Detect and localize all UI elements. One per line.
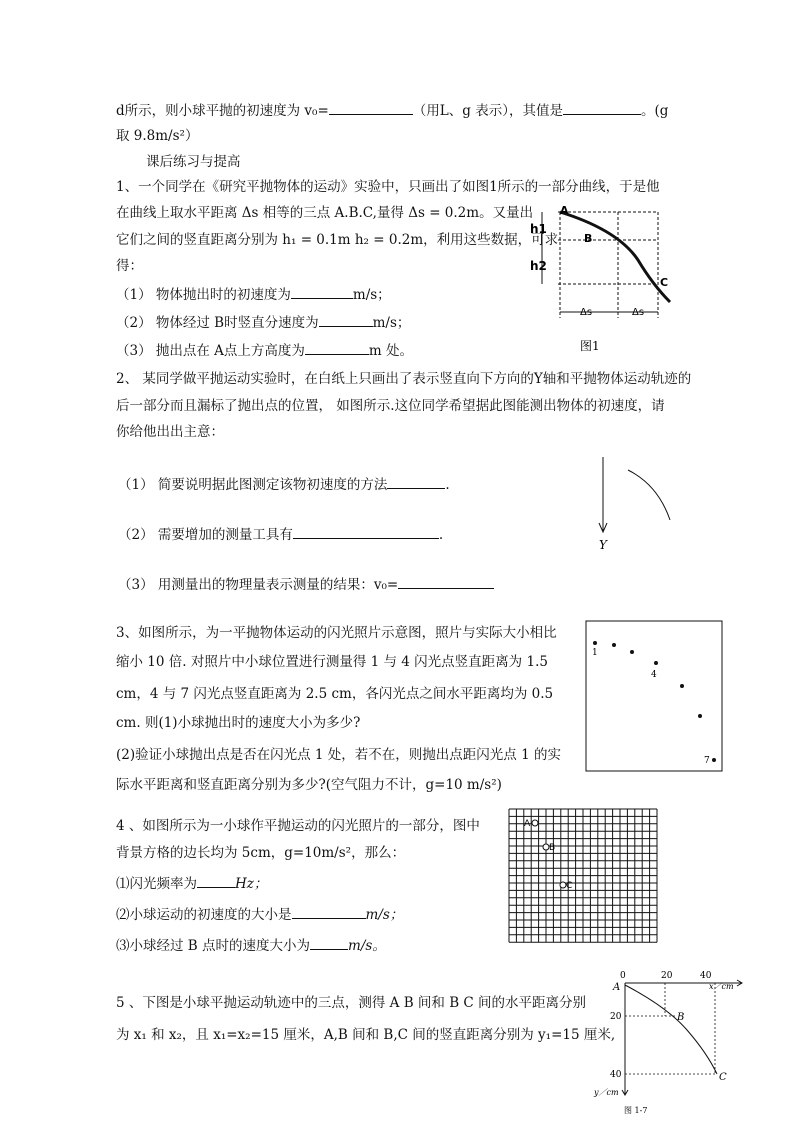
fig5-tick-0: 0 (620, 971, 626, 981)
answer-blank[interactable] (292, 904, 366, 919)
flash-point-a (532, 820, 538, 826)
answer-blank[interactable] (319, 312, 373, 327)
fig1-label-ds1: Δs (580, 307, 593, 318)
section-title: 课后练习与提高 (146, 154, 241, 170)
q2-line-1: 2、 某同学做平抛运动实验时，在白纸上只画出了表示竖直向下方向的Y轴和平抛物体运动轨迹的 (116, 371, 692, 387)
flash-point (612, 643, 616, 647)
q4-item-1-text: ⑴闪光频率为 (116, 876, 197, 892)
trajectory-curve (625, 985, 717, 1074)
trajectory-curve (628, 470, 670, 520)
fig5-y-axis-label: y／cm (594, 1088, 619, 1097)
q1-line-2: 在曲线上取水平距离 Δs 相等的三点 A.B.C,量得 Δs = 0.2m。又量出 (116, 205, 534, 221)
q1-line-1: 1、一个同学在《研究平抛物体的运动》实验中，只画出了如图1所示的一部分曲线，于是他 (116, 179, 660, 195)
answer-blank[interactable] (293, 524, 439, 539)
flash-point (680, 684, 684, 688)
flash-point (630, 650, 634, 654)
answer-blank[interactable] (197, 873, 235, 888)
figure-5 (592, 965, 752, 1117)
flash-point (712, 758, 716, 762)
q4-item-3 (116, 935, 386, 956)
figure-1 (528, 200, 678, 360)
q4-item-2-text: ⑵小球运动的初速度的大小是 (116, 907, 292, 923)
fig5-tick-x40: 40 (700, 971, 712, 981)
q1-item-1 (116, 284, 391, 305)
intro-line-1 (116, 100, 668, 121)
answer-blank[interactable] (310, 935, 348, 950)
q4-item-3-unit: m/s。 (348, 938, 386, 954)
figure-3 (585, 620, 725, 775)
q3-line-2: 缩小 10 倍. 对照片中小球位置进行测量得 1 与 4 闪光点竖直距离为 1.5 (116, 654, 548, 670)
fig5-x-axis-label: x／cm (709, 982, 734, 991)
q1-item-1-unit: m/s； (352, 287, 391, 303)
fig1-label-a: A (560, 204, 569, 217)
fig3-label-1: 1 (592, 648, 598, 658)
fig1-label-c: C (660, 276, 669, 289)
q1-item-2-unit: m/s； (372, 315, 411, 331)
q1-item-3-text: （3） 抛出点在 A点上方高度为 (116, 343, 305, 359)
q1-line-4: 得： (116, 258, 143, 274)
q4-line-1: 4 、如图所示为一小球作平抛运动的闪光照片的一部分，图中 (116, 818, 480, 834)
q1-item-3 (116, 340, 413, 361)
intro-text-c: 。(g (640, 103, 669, 119)
q2-line-3: 你给他出出主意： (116, 424, 224, 440)
fig5-label-a: A (613, 982, 621, 993)
answer-blank[interactable] (398, 574, 494, 589)
flash-point (593, 641, 597, 645)
q2-item-1 (118, 474, 450, 495)
intro-line-2: 取 9.8m/s²） (116, 128, 199, 144)
answer-blank[interactable] (305, 340, 369, 355)
q2-item-3-text: （3） 用测量出的物理量表示测量的结果：v₀= (118, 577, 399, 593)
q4-line-2: 背景方格的边长均为 5cm，g=10m/s²，那么： (116, 845, 406, 861)
q2-item-2-text: （2） 需要增加的测量工具有 (118, 527, 293, 543)
q2-item-1-end: . (445, 477, 450, 493)
trajectory-curve (560, 212, 670, 302)
fig2-axis-label: Y (599, 538, 607, 552)
figure-4-grid (508, 808, 658, 945)
q3-line-3: cm，4 与 7 闪光点竖直距离为 2.5 cm，各闪光点之间水平距离均为 0.5 (116, 686, 554, 702)
q2-item-2 (118, 524, 443, 545)
fig5-tick-y40: 40 (610, 1070, 622, 1080)
fig4-label-a: A (524, 819, 531, 829)
answer-blank[interactable] (329, 100, 413, 115)
figure-2 (590, 455, 680, 555)
q2-line-2: 后一部分而且漏标了抛出点的位置， 如图所示.这位同学希望据此图能测出物体的初速度，请 (116, 398, 665, 414)
q1-item-3-unit: m 处。 (368, 343, 414, 359)
fig1-caption: 图1 (580, 339, 600, 353)
fig3-label-4: 4 (651, 670, 657, 680)
answer-blank[interactable] (387, 474, 445, 489)
q1-item-1-text: （1） 物体抛出时的初速度为 (116, 287, 291, 303)
fig4-label-b: B (549, 843, 556, 853)
q2-item-1-text: （1） 简要说明据此图测定该物初速度的方法 (118, 477, 388, 493)
q3-line-1: 3、如图所示，为一平抛物体运动的闪光照片示意图，照片与实际大小相比 (116, 625, 557, 641)
flash-point (654, 661, 658, 665)
flash-point (698, 714, 702, 718)
fig1-label-h1: h1 (530, 222, 547, 236)
fig1-label-b: B (584, 232, 593, 245)
fig4-label-c: C (566, 881, 573, 891)
fig5-tick-x20: 20 (661, 971, 673, 981)
answer-blank[interactable] (291, 284, 353, 299)
q3-line-5: (2)验证小球抛出点是否在闪光点 1 处，若不在，则抛出点距闪光点 1 的实 (116, 747, 561, 763)
q4-item-2-unit: m/s； (365, 907, 404, 923)
fig5-label-c: C (719, 1072, 727, 1083)
q2-item-3 (118, 574, 494, 595)
intro-text-b: （用L、g 表示），其值是 (412, 103, 563, 119)
fig5-label-b: B (677, 1012, 685, 1023)
q1-item-2-text: （2） 物体经过 B时竖直分速度为 (116, 315, 319, 331)
q5-line-1: 5 、下图是小球平抛运动轨迹中的三点，测得 A B 间和 B C 间的水平距离分别 (116, 995, 587, 1011)
q3-line-6: 际水平距离和竖直距离分别为多少?(空气阻力不计，g=10 m/s²) (116, 777, 502, 793)
fig1-label-h2: h2 (530, 259, 547, 273)
fig5-caption: 图 1-7 (624, 1106, 648, 1115)
q5-line-2: 为 x₁ 和 x₂，且 x₁=x₂=15 厘米，A,B 间和 B,C 间的竖直距离分别为 y₁=15 厘米, (116, 1027, 616, 1043)
fig5-tick-y20: 20 (610, 1012, 622, 1022)
q4-item-1-unit: Hz； (235, 876, 268, 892)
q3-line-4: cm. 则(1)小球抛出时的速度大小为多少? (116, 715, 361, 731)
fig3-label-7: 7 (704, 756, 710, 766)
q1-item-2 (116, 312, 410, 333)
q1-line-3: 它们之间的竖直距离分别为 h₁ = 0.1m h₂ = 0.2m，利用这些数据，可求 (116, 232, 559, 248)
q4-item-2 (116, 904, 403, 925)
q4-item-1 (116, 873, 267, 894)
q2-item-2-end: . (438, 527, 444, 543)
fig1-label-ds2: Δs (632, 307, 645, 318)
answer-blank[interactable] (563, 100, 641, 115)
intro-text-a: d所示，则小球平抛的初速度为 v₀= (116, 103, 329, 119)
q4-item-3-text: ⑶小球经过 B 点时的速度大小为 (116, 938, 311, 954)
